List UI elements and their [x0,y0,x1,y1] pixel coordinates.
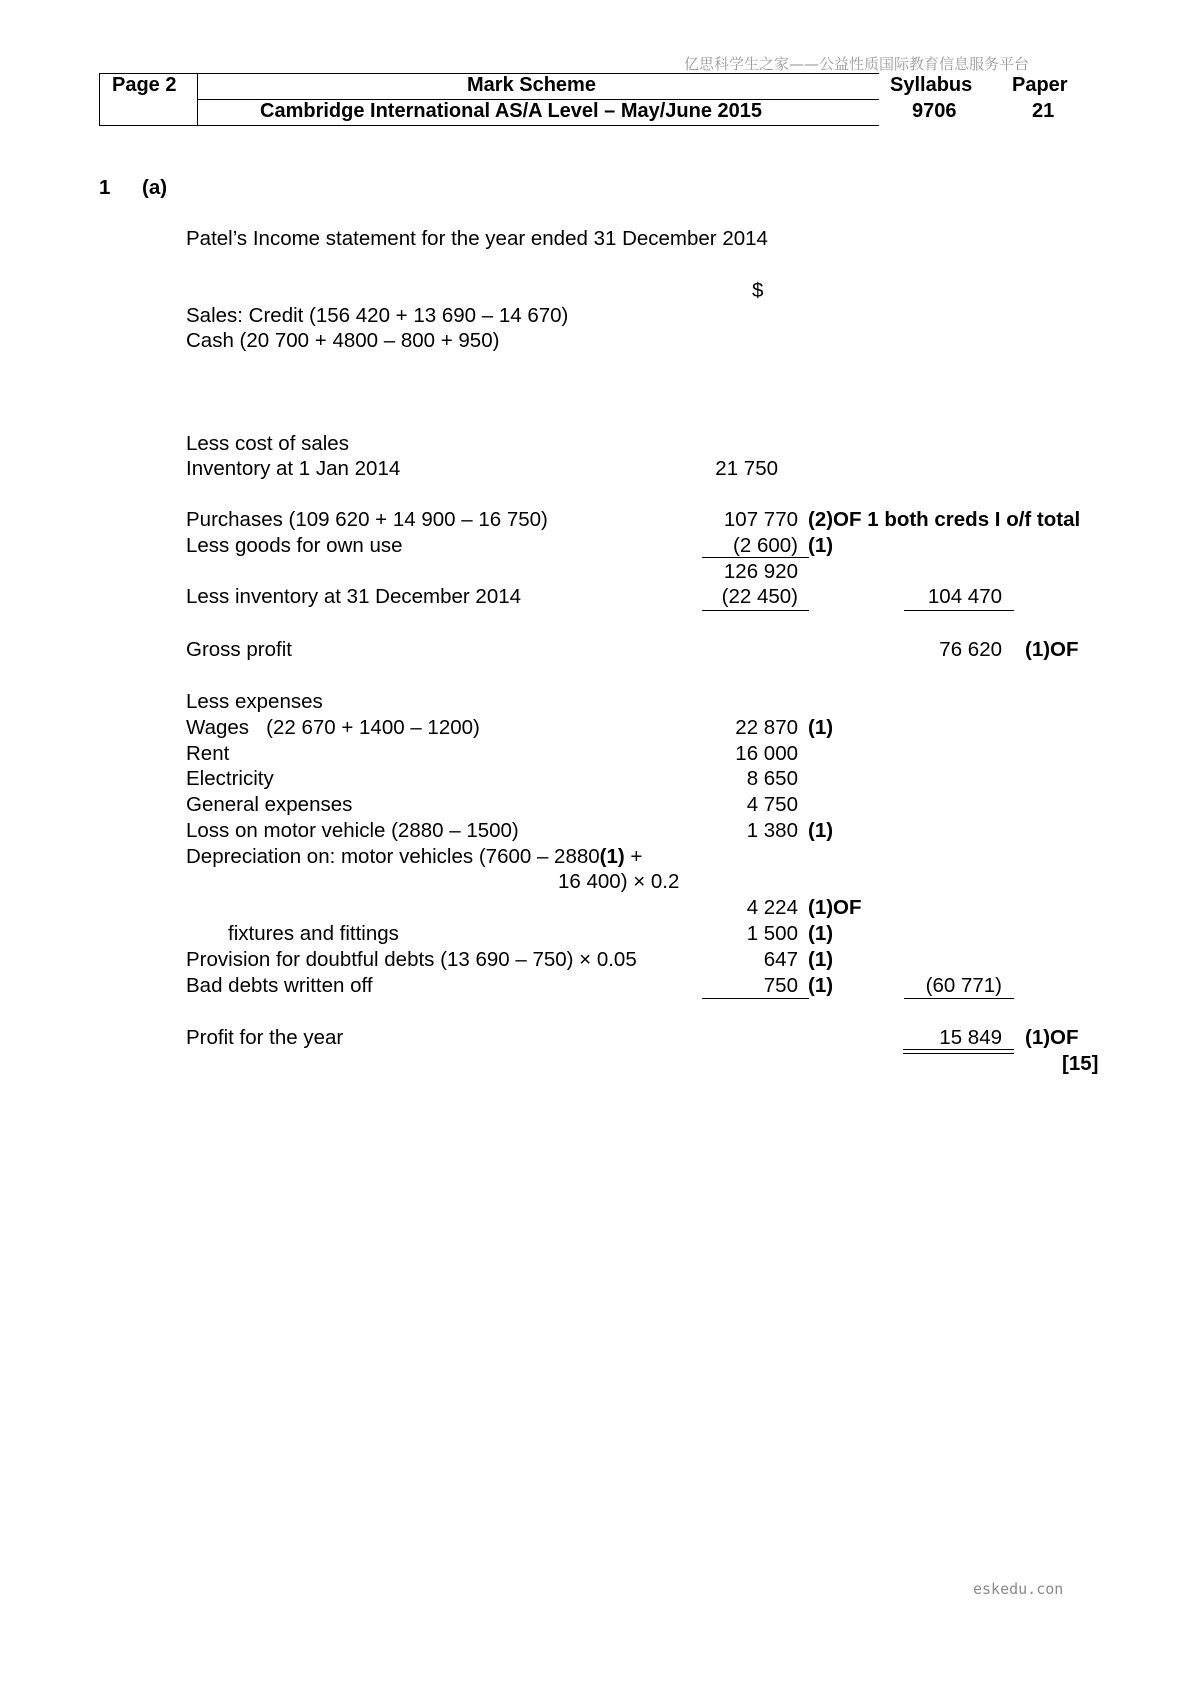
fixtures-fittings-label: fixtures and fittings [228,922,399,945]
loss-motor-vehicle-label: Loss on motor vehicle (2880 – 1500) [186,819,519,842]
own-use-label: Less goods for own use [186,534,403,557]
statement-title: Patel’s Income statement for the year ended 31 December 2014 [186,227,768,250]
question-number: 1 [99,176,111,199]
own-use-mark: (1) [808,534,834,557]
total-marks: [15] [1062,1052,1099,1075]
wages-label: Wages (22 670 + 1400 – 1200) [186,716,480,739]
less-expenses-label: Less expenses [186,690,323,713]
header-page: Page 2 [112,74,177,96]
depreciation-label-cont: 16 400) × 0.2 [558,870,680,893]
purchases-value: 107 770 [723,508,798,531]
header-syllabus-label: Syllabus [890,74,973,96]
inventory-start-value: 21 750 [715,457,778,480]
rent-value: 16 000 [735,742,798,765]
general-expenses-label: General expenses [186,793,353,816]
watermark-top: 亿思科学生之家——公益性质国际教育信息服务平台 [684,55,1030,73]
currency-symbol: $ [752,279,764,302]
profit-label: Profit for the year [186,1026,344,1049]
expenses-total: (60 771) [925,974,1002,997]
inventory-end-value: (22 450) [721,585,798,608]
depreciation-label: Depreciation on: motor vehicles (7600 – 2880(1) + [186,845,643,868]
watermark-bottom: eskedu.con [973,1580,1064,1598]
wages-value: 22 870 [735,716,798,739]
fixtures-fittings-value: 1 500 [746,922,798,945]
header-paper: 21 [1032,100,1055,122]
profit-value: 15 849 [939,1026,1002,1049]
header-mark-scheme: Mark Scheme [467,74,596,96]
provision-label: Provision for doubtful debts (13 690 – 750) × 0.05 [186,948,637,971]
purchases-label: Purchases (109 620 + 14 900 – 16 750) [186,508,548,531]
own-use-value: (2 600) [733,534,798,557]
question-part: (a) [142,176,168,199]
header-paper-label: Paper [1012,74,1068,96]
gross-profit-label: Gross profit [186,638,292,661]
purchases-subtotal: 126 920 [723,560,798,583]
loss-motor-vehicle-value: 1 380 [746,819,798,842]
less-cost-of-sales-label: Less cost of sales [186,432,349,455]
rent-label: Rent [186,742,230,765]
gross-profit-mark: (1)OF [1025,638,1079,661]
bad-debts-mark: (1) [808,974,834,997]
provision-value: 647 [763,948,798,971]
cost-of-sales-total: 104 470 [927,585,1002,608]
bad-debts-value: 750 [763,974,798,997]
header-syllabus: 9706 [912,100,957,122]
gross-profit-value: 76 620 [939,638,1002,661]
profit-mark: (1)OF [1025,1026,1079,1049]
inventory-end-label: Less inventory at 31 December 2014 [186,585,522,608]
wages-mark: (1) [808,716,834,739]
header-exam-title: Cambridge International AS/A Level – May/June 2015 [260,100,763,122]
provision-mark: (1) [808,948,834,971]
inventory-start-label: Inventory at 1 Jan 2014 [186,457,401,480]
bad-debts-label: Bad debts written off [186,974,373,997]
fixtures-fittings-mark: (1) [808,922,834,945]
electricity-value: 8 650 [746,767,798,790]
purchases-mark: (2)OF 1 both creds I o/f total [808,508,1081,531]
sales-credit-label: Sales: Credit (156 420 + 13 690 – 14 670) [186,304,569,327]
loss-motor-vehicle-mark: (1) [808,819,834,842]
general-expenses-value: 4 750 [746,793,798,816]
sales-cash-label: Cash (20 700 + 4800 – 800 + 950) [186,329,500,352]
electricity-label: Electricity [186,767,274,790]
depreciation-mv-value: 4 224 [746,896,798,919]
depreciation-mv-mark: (1)OF [808,896,862,919]
